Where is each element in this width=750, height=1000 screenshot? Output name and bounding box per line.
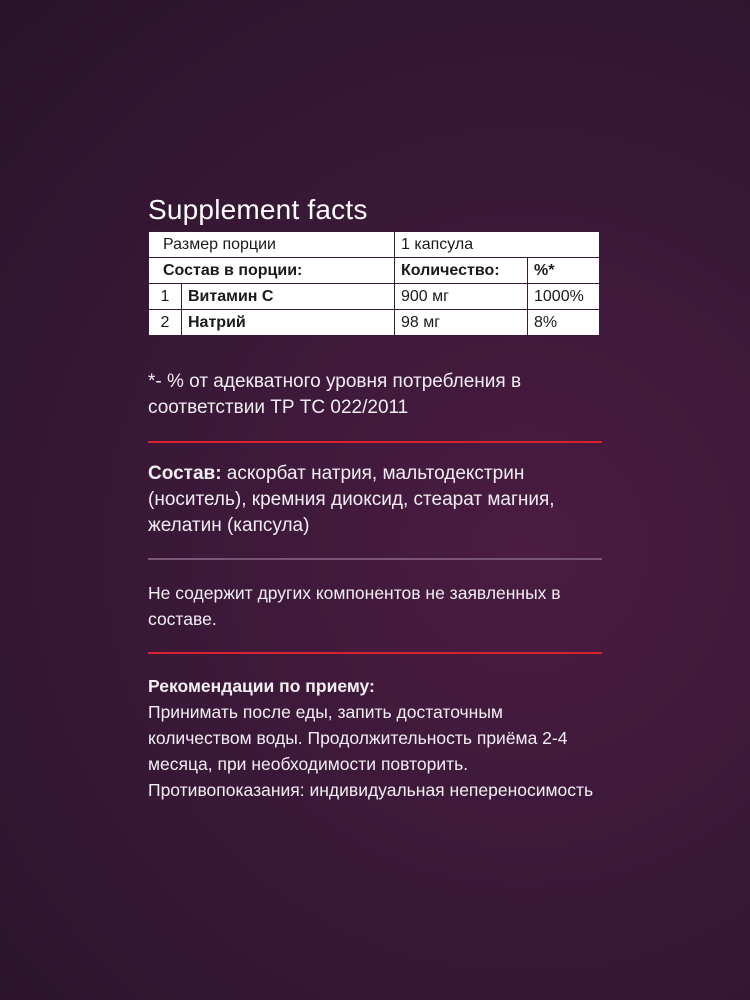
- nutrient-percent: 8%: [528, 310, 600, 336]
- table-row: [149, 284, 600, 310]
- table-row-serving: [149, 232, 600, 258]
- divider-red: [148, 652, 602, 654]
- table-row: [149, 310, 600, 336]
- row-number: 1: [149, 284, 182, 310]
- nutrient-name: Витамин С: [182, 284, 395, 310]
- supplement-facts-table: [148, 231, 600, 336]
- composition-ingredients: аскорбат натрия, мальтодекстрин (носитель), кремния диоксид, стеарат магния, желатин (капсула): [148, 463, 555, 536]
- serving-label: Размер порции: [149, 232, 395, 258]
- nutrient-quantity: 98 мг: [395, 310, 528, 336]
- page-title: Supplement facts: [148, 194, 368, 225]
- quantity-header: Количество:: [395, 258, 528, 284]
- recommendations-label: [148, 673, 602, 699]
- recommendations-heading: Рекомендации по приему:: [148, 676, 375, 696]
- composition-text: [148, 461, 602, 539]
- no-other-components: Не содержит других компонентов не заявленных в составе.: [148, 583, 561, 629]
- nutrient-percent: 1000%: [528, 284, 600, 310]
- row-number: 2: [149, 310, 182, 336]
- nutrient-name: Натрий: [182, 310, 395, 336]
- percent-header: %*: [528, 258, 600, 284]
- serving-value: 1 капсула: [395, 232, 600, 258]
- composition-header: Состав в порции:: [149, 258, 395, 284]
- footnote: *- % от адекватного уровня потребления в соответствии ТР ТС 022/2011: [148, 371, 522, 418]
- divider-red: [148, 441, 602, 443]
- recommendations-text: Принимать после еды, запить достаточным количеством воды. Продолжительность приёма 2-4 месяца, при необходимости повторить. Противопоказания: индивидуальная непереносимость: [148, 702, 594, 800]
- composition-label: Состав:: [148, 463, 222, 484]
- nutrient-quantity: 900 мг: [395, 284, 528, 310]
- divider-muted: [148, 558, 602, 560]
- table-row-header: [149, 258, 600, 284]
